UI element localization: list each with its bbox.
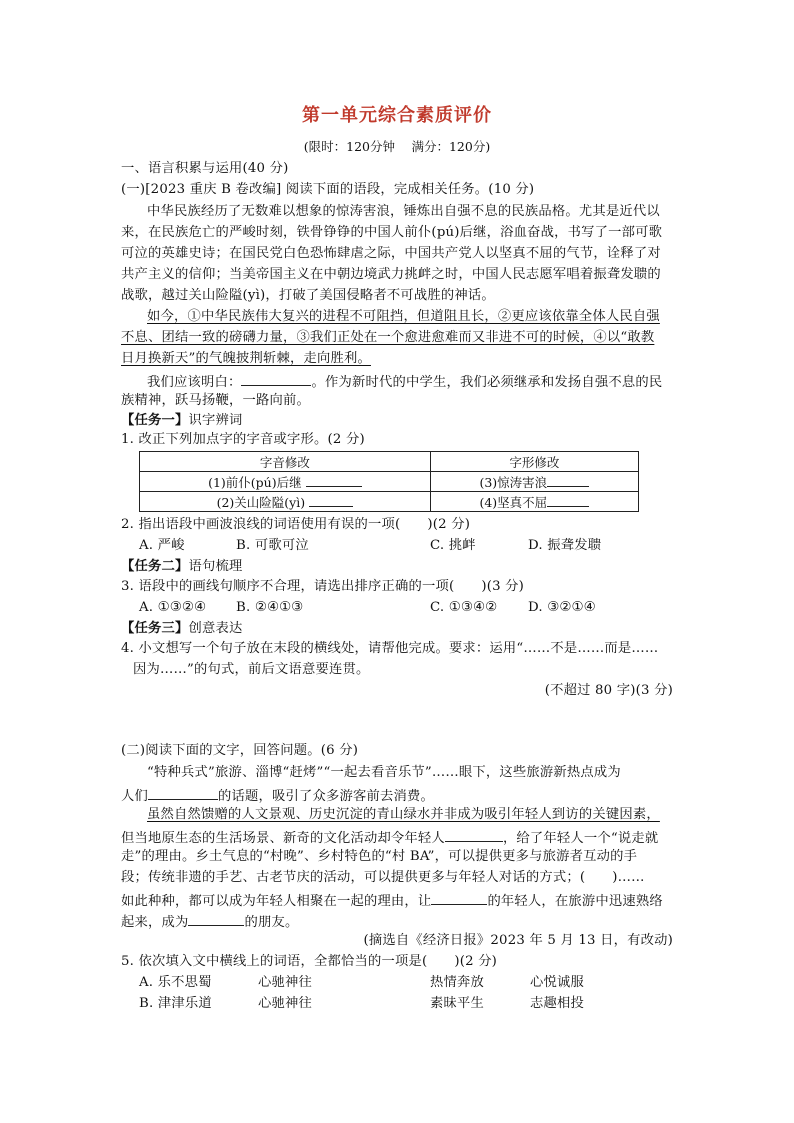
q2-option[interactable]: A. 严峻 [139, 538, 185, 553]
question-1: 1. 改正下列加点字的字音或字形。(2 分) [121, 432, 365, 447]
answer-blank[interactable] [547, 472, 589, 487]
para3-text: 。作为新时代的中学生，我们必须继承和发扬自强不息的民 [311, 375, 663, 390]
answer-blank[interactable] [188, 911, 244, 926]
question-4-cont: 因为……”的句式，前后文语意要连贯。 [133, 662, 370, 677]
task-label: 【任务二】 [121, 559, 189, 574]
para3-text: 我们应该明白： [147, 375, 242, 390]
para1-line: 中华民族经历了无数难以想象的惊涛害浪，锤炼出自强不息的民族品格。尤其是近代以 [147, 204, 660, 219]
task2-heading [121, 558, 242, 576]
task3-heading [121, 620, 242, 638]
q5-option-word: 素昧平生 [430, 996, 484, 1011]
task1-heading [121, 412, 242, 430]
q5-option-word: 热情奔放 [430, 975, 484, 990]
q3-option[interactable]: B. ②④①③ [236, 600, 304, 615]
para3-line: 族精神，跃马扬鞭，一路向前。 [121, 393, 310, 408]
page-subtitle: (限时：120分钟 满分：120分) [303, 139, 491, 154]
task-name: 创意表达 [188, 621, 243, 636]
answer-blank[interactable] [241, 371, 311, 386]
question-4: 4. 小文想写一个句子放在末段的横线处，请帮他完成。要求：运用“……不是……而是…… [121, 641, 659, 656]
para1-line: 共产主义的信仰；当美帝国主义在中朝边境武力挑衅之时，中国人民志愿军唱着振聋发聩的 [121, 267, 661, 282]
answer-blank[interactable] [547, 492, 589, 507]
q5-option-word: 心驰神往 [258, 975, 312, 990]
task-name: 语句梳理 [188, 559, 243, 574]
q3-option[interactable]: A. ①③②④ [139, 600, 207, 615]
q2-option[interactable]: B. 可歌可泣 [236, 538, 309, 553]
answer-blank[interactable] [309, 492, 353, 507]
q3-option[interactable]: D. ③②①④ [528, 600, 596, 615]
passage-line: 走”的理由。乡土气息的“村晚”、乡村特色的“村 BA”，可以提供更多与旅游者互动的手 [121, 849, 638, 864]
passage-line: 虽然自然馈赠的人文景观、历史沉淀的青山绿水并非成为吸引年轻人到访的关键因素， [147, 807, 660, 822]
q5-option-word: 心悦诚服 [530, 975, 584, 990]
q5-option-b[interactable]: B. 津津乐道 [139, 996, 212, 1011]
table-cell: (1)前仆(pú)后继 [140, 472, 431, 492]
part1-intro: (一)[2023 重庆 B 卷改编] 阅读下面的语段，完成相关任务。(10 分) [121, 182, 535, 197]
para2-line: 日月换新天”的气魄披荆斩棘，走向胜利。 [121, 351, 371, 366]
q5-option-word: 心驰神往 [258, 996, 312, 1011]
task-label: 【任务一】 [121, 413, 189, 428]
q4-score: (不超过 80 字)(3 分) [544, 683, 673, 698]
answer-blank[interactable] [148, 785, 218, 800]
correction-table [139, 451, 639, 512]
para1-line: 可泣的英雄史诗；在国民党白色恐怖肆虐之际，中国共产党人以坚真不屈的气节，诠释了对 [121, 246, 661, 261]
q5-option-a[interactable]: A. 乐不思蜀 [139, 975, 212, 990]
para1-line: 战歌，越过关山险隘(yì)，打破了美国侵略者不可战胜的神话。 [121, 288, 495, 303]
passage-line: 但当地原生态的生活场景、新奇的文化活动却令年轻人 ，给了年轻人一个“说走就 [121, 827, 658, 848]
para2-line: 不息、团结一致的磅礴力量，③我们正处在一个愈进愈难而又非进不可的时候，④以“敢教 [121, 330, 655, 345]
para1-text: 来，在民族危亡的严峻时刻，铁骨铮铮的中国人前仆(pú)后继，浴血奋战，书写了一部可歌 [121, 225, 663, 240]
q2-option[interactable]: C. 挑衅 [430, 538, 476, 553]
table-cell: (3)惊涛害浪 [430, 472, 638, 492]
task-name: 识字辨词 [188, 413, 243, 428]
task-label: 【任务三】 [121, 621, 189, 636]
page-title: 第一单元综合素质评价 [302, 105, 492, 126]
passage-line: 如此种种，都可以成为年轻人相聚在一起的理由，让 的年轻人，在旅游中迅速熟络 [121, 890, 663, 911]
para1-line [121, 224, 662, 242]
table-cell: (2)关山险隘(yì) [140, 492, 431, 512]
source-citation: (摘选自《经济日报》2023 年 5 月 13 日，有改动) [363, 933, 673, 948]
answer-blank[interactable] [445, 827, 503, 842]
question-5: 5. 依次填入文中横线上的词语，全都恰当的一项是( )(2 分) [121, 954, 498, 969]
q3-option[interactable]: C. ①③④② [430, 600, 498, 615]
table-row [140, 492, 639, 512]
section-heading: 一、语言积累与运用(40 分) [121, 161, 289, 176]
para3-line [147, 371, 662, 392]
answer-blank[interactable] [431, 890, 487, 905]
passage-line: 起来，成为 的朋友。 [121, 911, 298, 932]
table-cell: (4)坚真不屈 [430, 492, 638, 512]
passage-line: 段；传统非遗的手艺、古老节庆的活动，可以提供更多与年轻人对话的方式；( )…… [121, 870, 645, 885]
table-header-row [140, 452, 639, 472]
question-3: 3. 语段中的画线句顺序不合理，请选出排序正确的一项( )(3 分) [121, 579, 525, 594]
question-2: 2. 指出语段中画波浪线的词语使用有误的一项( )(2 分) [121, 517, 471, 532]
table-row [140, 472, 639, 492]
table-header: 字形修改 [430, 452, 638, 472]
q5-option-word: 志趣相投 [530, 996, 584, 1011]
passage-line: 人们 的话题，吸引了众多游客前去消费。 [121, 785, 434, 806]
para2-line: 如今，①中华民族伟大复兴的进程不可阻挡，但道阻且长，②更应该依靠全体人民自强 [147, 309, 660, 324]
table-header: 字音修改 [140, 452, 431, 472]
q2-option[interactable]: D. 振聋发聩 [528, 538, 602, 553]
passage-line: “特种兵式”旅游、淄博“赶烤”“一起去看音乐节”……眼下，这些旅游新热点成为 [147, 765, 621, 780]
part2-intro: (二)阅读下面的文字，回答问题。(6 分) [121, 743, 359, 758]
answer-blank[interactable] [306, 472, 362, 487]
